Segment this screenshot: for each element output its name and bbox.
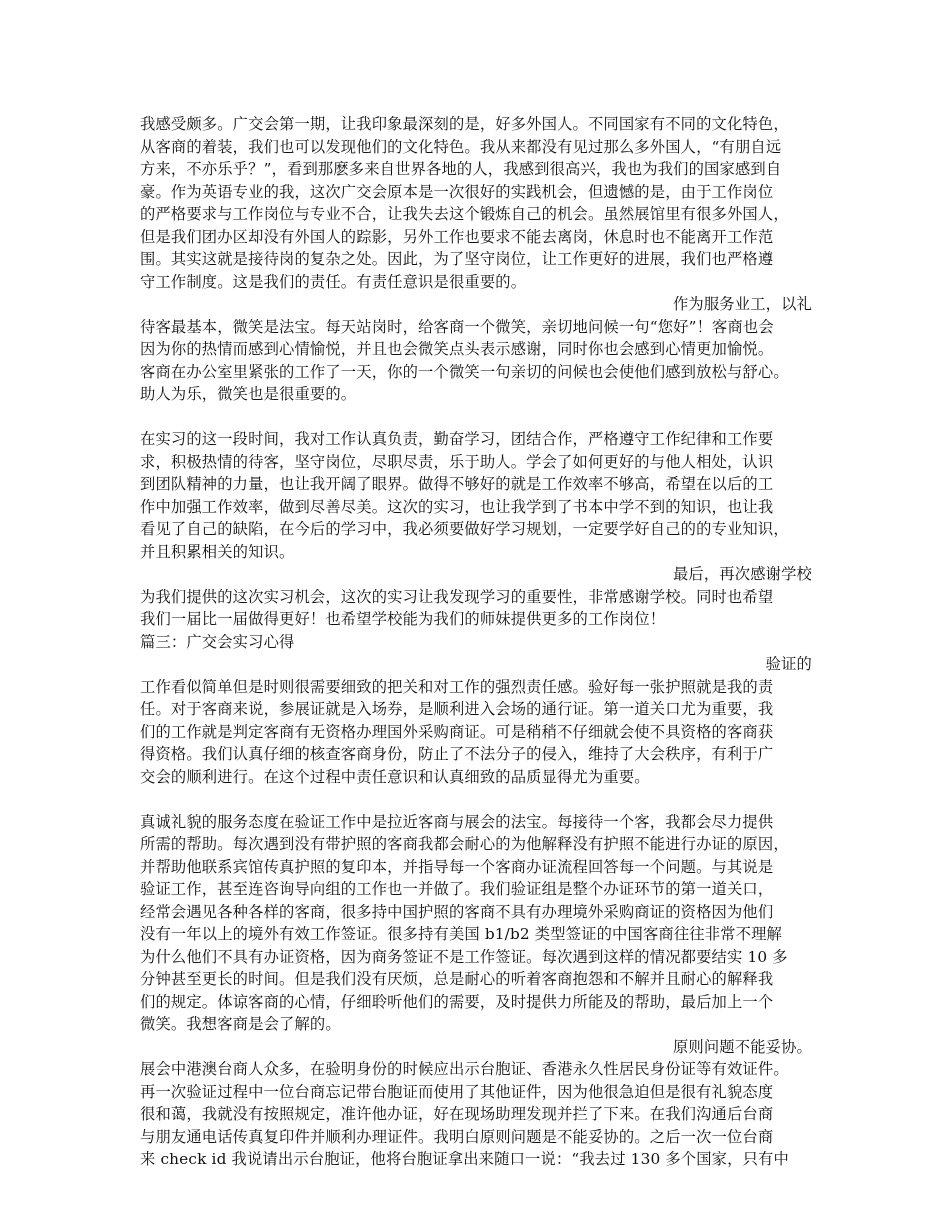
text-line: 们的工作就是判定客商有无资格办理国外采购商证。可是稍稍不仔细就会使不具资格的客商获 bbox=[140, 722, 774, 741]
text-line: 因为你的热情而感到心情愉悦，并且也会微笑点头表示感谢，同时你也会感到心情更加愉悦。 bbox=[140, 340, 774, 358]
text-line: 验证工作，甚至连咨询导向组的工作也一并做了。我们验证组是整个办证环节的第一道关口， bbox=[140, 880, 774, 898]
text-line: 展会中港澳台商人众多，在验明身份的时候应出示台胞证、香港永久性居民身份证等有效证件。 bbox=[140, 1060, 789, 1078]
text-line: 工作看似简单但是时则很需要细致的把关和对工作的强烈责任感。验好每一张护照就是我的责 bbox=[140, 677, 774, 696]
text-line: 微笑。我想客商是会了解的。 bbox=[140, 1015, 341, 1033]
text-line: 所需的帮助。每次遇到没有带护照的客商我都会耐心的为他解释没有护照不能进行办证的原因， bbox=[140, 835, 789, 853]
text-line: 但是我们团办区却没有外国人的踪影，另外工作也要求不能去离岗，休息时也不能离开工作范 bbox=[140, 227, 774, 246]
text-line: 作中加强工作效率，做到尽善尽美。这次的实习，也让我学到了书本中学不到的知识，也让我 bbox=[140, 497, 774, 516]
text-line: 们的规定。体谅客商的心情，仔细聆听他们的需要，及时提供力所能及的帮助，最后加上一个 bbox=[140, 992, 774, 1011]
blank-line bbox=[140, 406, 812, 429]
text-line: 再一次验证过程中一位台商忘记带台胞证而使用了其他证件，因为他很急迫但是很有礼貌态度 bbox=[140, 1082, 774, 1101]
text-line: 作为服务业工，以礼 bbox=[672, 295, 812, 313]
text-line: 为什么他们不具有办证资格，因为商务签证不是工作签证。每次遇到这样的情况都要结实 10 多 bbox=[140, 947, 788, 966]
text-line: 围。其实这就是接待岗的复杂之处。因此，为了坚守岗位，让工作更好的进展，我们也严格遵 bbox=[140, 250, 774, 268]
text-line: 豪。作为英语专业的我，这次广交会原本是一次很好的实践机会，但遗憾的是，由于工作岗位 bbox=[140, 182, 774, 201]
text-line: 看见了自己的缺陷，在今后的学习中，我必须要做好学习规划，一定要学好自己的的专业知识， bbox=[140, 520, 789, 538]
text-line: 为我们提供的这次实习机会，这次的实习让我发现学习的重要性，非常感谢学校。同时也希望 bbox=[140, 587, 774, 606]
text-line: 方来，不亦乐乎？”，看到那麽多来自世界各地的人，我感到很高兴，我也为我们的国家感到自 bbox=[140, 160, 782, 178]
text-line: 交会的顺利进行。在这个过程中责任意识和认真细致的品质显得尤为重要。 bbox=[140, 767, 650, 786]
text-line: 我们一届比一届做得更好！也希望学校能为我们的师妹提供更多的工作岗位！ bbox=[140, 610, 666, 628]
text-line: 到团队精神的力量，也让我开阔了眼界。做得不够好的就是工作效率不够高，希望在以后的工 bbox=[140, 475, 774, 493]
text-line: 分钟甚至更长的时间。但是我们没有厌烦，总是耐心的听着客商抱怨和不解并且耐心的解释我 bbox=[140, 970, 774, 988]
text-line: 与朋友通电话传真复印件并顺利办理证件。我明白原则问题是不能妥协的。之后一次一位台商 bbox=[140, 1127, 774, 1146]
text-line: 篇三：广交会实习心得 bbox=[140, 632, 295, 651]
text-line: 经常会遇见各种各样的客商，很多持中国护照的客商不具有办理境外采购商证的资格因为他们 bbox=[140, 902, 774, 921]
text-line: 最后，再次感谢学校 bbox=[672, 565, 812, 583]
text-line: 很和蔼，我就没有按照规定，准许他办证，好在现场助理发现并拦了下来。在我们沟通后台商 bbox=[140, 1105, 774, 1123]
text-line: 并帮助他联系宾馆传真护照的复印本，并指导每一个客商办证流程回答每一个问题。与其说是 bbox=[140, 857, 774, 876]
text-line: 求，积极热情的待客，坚守岗位，尽职尽责，乐于助人。学会了如何更好的与他人相处，认识 bbox=[140, 452, 774, 471]
text-line: 守工作制度。这是我们的责任。有责任意识是很重要的。 bbox=[140, 272, 527, 291]
text-line: 客商在办公室里紧张的工作了一天，你的一个微笑一句亲切的问候也会使他们感到放松与舒心。 bbox=[140, 362, 789, 381]
text-line: 从客商的着装，我们也可以发现他们的文化特色。我从来都没有见过那么多外国人，“有朋自远 bbox=[140, 137, 782, 156]
text-line: 并且积累相关的知识。 bbox=[140, 542, 295, 561]
text-line: 真诚礼貌的服务态度在验证工作中是拉近客商与展会的法宝。每接待一个客，我都会尽力提供 bbox=[140, 812, 774, 831]
text-line: 得资格。我们认真仔细的核查客商身份，防止了不法分子的侵入，维持了大会秩序，有利于广 bbox=[140, 745, 774, 763]
text-line: 待客最基本，微笑是法宝。每天站岗时，给客商一个微笑，亲切地问候一句“您好”！客商也会 bbox=[140, 317, 774, 336]
text-line: 助人为乐，微笑也是很重要的。 bbox=[140, 385, 357, 403]
blank-line bbox=[140, 788, 812, 811]
text-line: 在实习的这一段时间，我对工作认真负责，勤奋学习，团结合作，严格遵守工作纪律和工作要 bbox=[140, 430, 774, 448]
text-line: 任。对于客商来说，参展证就是入场券，是顺利进入会场的通行证。第一道关口尤为重要，我 bbox=[140, 700, 774, 718]
text-line: 我感受颇多。广交会第一期，让我印象最深刻的是，好多外国人。不同国家有不同的文化特色， bbox=[140, 115, 789, 133]
document-body bbox=[140, 113, 812, 1171]
text-line: 的严格要求与工作岗位与专业不合，让我失去这个锻炼自己的机会。虽然展馆里有很多外国人， bbox=[140, 205, 789, 223]
text-line: 验证的 bbox=[765, 655, 812, 673]
text-line: 来 check id 我说请出示台胞证，他将台胞证拿出来随口一说：“我去过 130 多个国家，只有中 bbox=[140, 1150, 789, 1168]
text-line: 原则问题不能妥协。 bbox=[672, 1037, 812, 1056]
text-line: 没有一年以上的境外有效工作签证。很多持有美国 b1/b2 类型签证的中国客商往往非常不理解 bbox=[140, 925, 782, 943]
